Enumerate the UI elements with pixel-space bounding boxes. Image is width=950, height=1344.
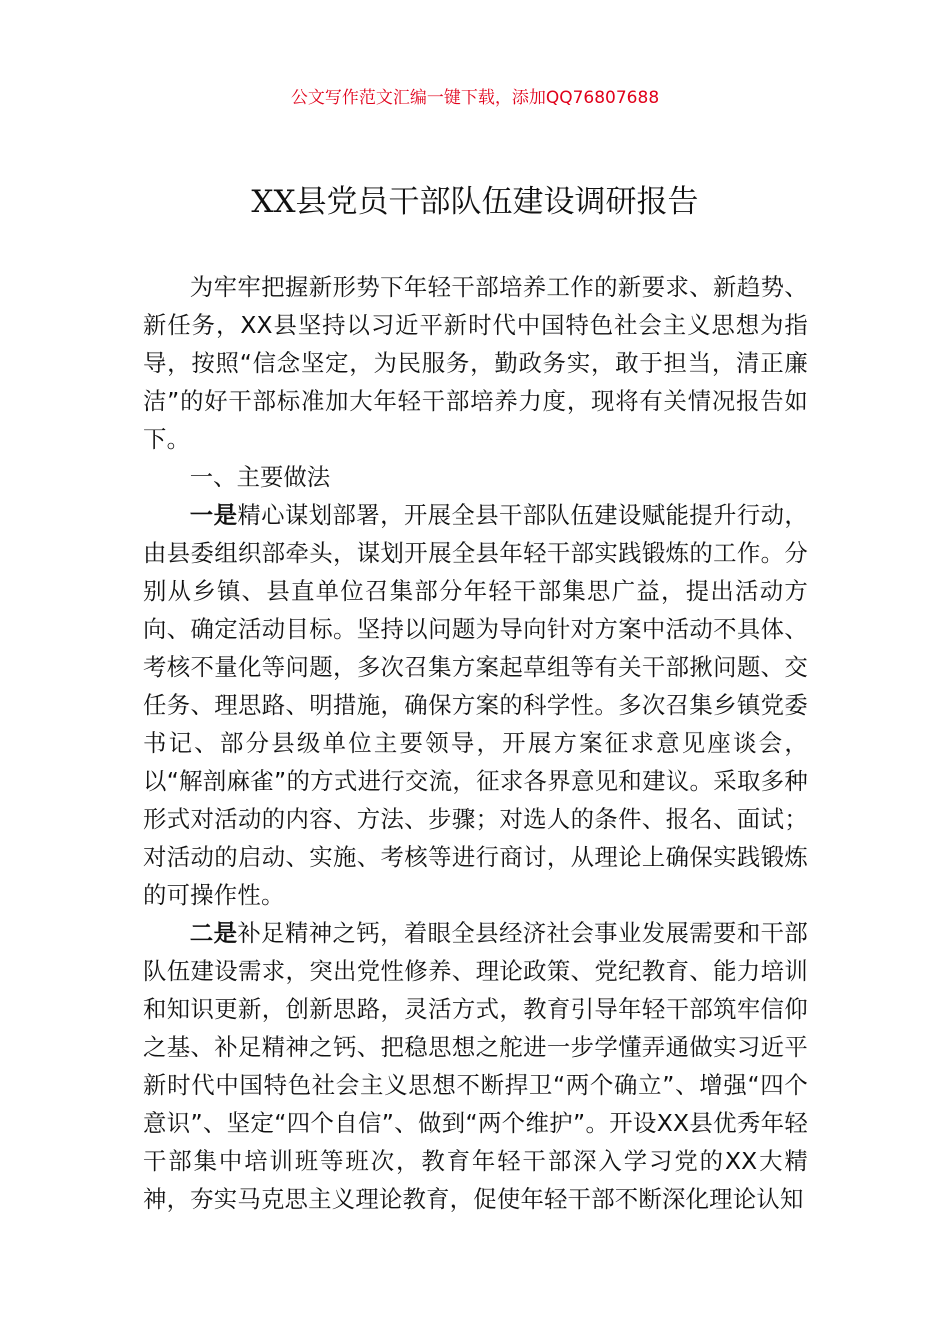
- document-body: [143, 268, 808, 1218]
- intro-paragraph: 为牢牢把握新形势下年轻干部培养工作的新要求、新趋势、新任务，XX县坚持以习近平新时代中国特色社会主义思想为指导，按照“信念坚定，为民服务，勤政务实，敢于担当，清正廉洁”的好干部标准加大年轻干部培养力度，现将有关情况报告如下。: [143, 273, 808, 453]
- document-title: XX县党员干部队伍建设调研报告: [251, 184, 699, 220]
- item-one-text: 精心谋划部署，开展全县干部队伍建设赋能提升行动，由县委组织部牵头，谋划开展全县年轻干部实践锻炼的工作。分别从乡镇、县直单位召集部分年轻干部集思广益，提出活动方向、确定活动目标。坚持以问题为导向针对方案中活动不具体、考核不量化等问题，多次召集方案起草组等有关干部揪问题、交任务、理思路、明措施，确保方案的科学性。多次召集乡镇党委书记、部分县级单位主要领导，开展方案征求意见座谈会，以“解剖麻雀”的方式进行交流，征求各界意见和建议。采取多种形式对活动的内容、方法、步骤；对选人的条件、报名、面试；对活动的启动、实施、考核等进行商讨，从理论上确保实践锻炼的可操作性。: [143, 501, 808, 909]
- item-two-lead: 二是: [189, 919, 238, 947]
- item-one-paragraph: [143, 496, 808, 914]
- section-heading-main-practices: 一、主要做法: [189, 463, 331, 491]
- item-two-paragraph: [143, 914, 808, 1218]
- item-two-text: 补足精神之钙，着眼全县经济社会事业发展需要和干部队伍建设需求，突出党性修养、理论政策、党纪教育、能力培训和知识更新，创新思路，灵活方式，教育引导年轻干部筑牢信仰之基、补足精神之钙、把稳思想之舵进一步学懂弄通做实习近平新时代中国特色社会主义思想不断捍卫“两个确立”、增强“四个意识”、坚定“四个自信”、做到“两个维护”。开设XX县优秀年轻干部集中培训班等班次，教育年轻干部深入学习党的XX大精神，夯实马克思主义理论教育，促使年轻干部不断深化理论认知: [143, 919, 808, 1213]
- download-promo-note: 公文写作范文汇编一键下载，添加QQ76807688: [290, 88, 660, 108]
- item-one-lead: 一是: [189, 501, 238, 529]
